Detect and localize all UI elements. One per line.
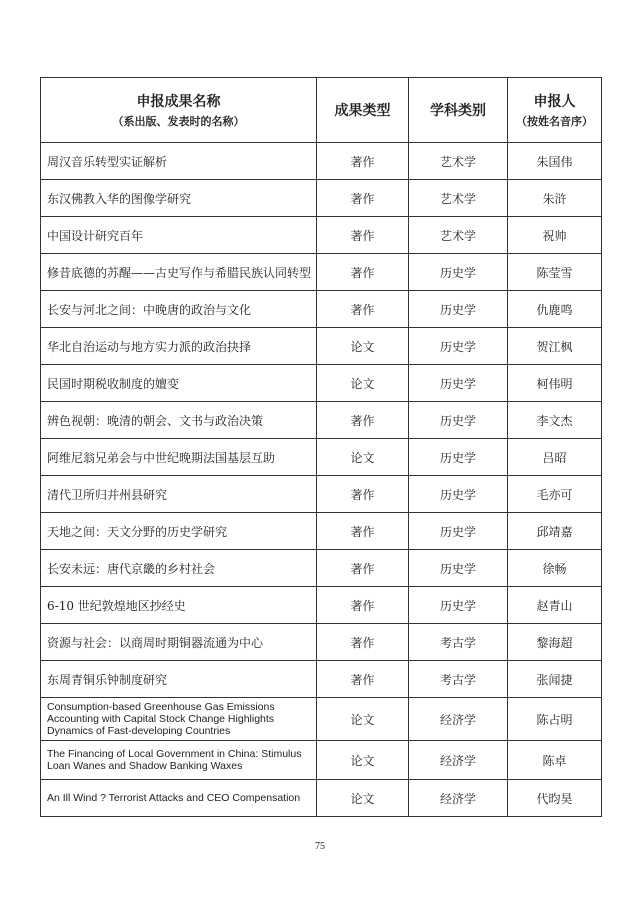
discipline-cell: 经济学 <box>409 698 508 741</box>
title-cell: 中国设计研究百年 <box>41 217 317 254</box>
table-row <box>41 513 602 550</box>
header-title-label: 申报成果名称 <box>136 94 221 110</box>
table-row <box>41 217 602 254</box>
type-cell: 著作 <box>317 402 409 439</box>
discipline-cell: 历史学 <box>409 365 508 402</box>
applicant-cell: 毛亦可 <box>508 476 602 513</box>
applicant-cell: 吕昭 <box>508 439 602 476</box>
page-number: 75 <box>315 841 325 852</box>
title-cell: 修昔底德的苏醒——古史写作与希腊民族认同转型 <box>41 254 317 291</box>
discipline-cell: 历史学 <box>409 328 508 365</box>
applicant-cell: 陈卓 <box>508 741 602 780</box>
title-cell: 长安未远：唐代京畿的乡村社会 <box>41 550 317 587</box>
applicant-cell: 陈占明 <box>508 698 602 741</box>
applicant-cell: 李文杰 <box>508 402 602 439</box>
discipline-cell: 历史学 <box>409 550 508 587</box>
title-cell: 长安与河北之间：中晚唐的政治与文化 <box>41 291 317 328</box>
type-cell: 著作 <box>317 550 409 587</box>
table-row <box>41 661 602 698</box>
applicant-cell: 贺江枫 <box>508 328 602 365</box>
title-cell: 清代卫所归并州县研究 <box>41 476 317 513</box>
discipline-cell: 经济学 <box>409 741 508 780</box>
achievements-table <box>40 77 602 817</box>
type-cell: 论文 <box>317 365 409 402</box>
title-cell: 阿维尼翁兄弟会与中世纪晚期法国基层互助 <box>41 439 317 476</box>
applicant-cell: 柯伟明 <box>508 365 602 402</box>
applicant-cell: 陈莹雪 <box>508 254 602 291</box>
header-applicant-label: 申报人 <box>533 94 576 110</box>
type-cell: 著作 <box>317 291 409 328</box>
type-cell: 著作 <box>317 513 409 550</box>
table-row <box>41 143 602 180</box>
header-applicant-sublabel: （按姓名音序） <box>516 115 593 128</box>
header-type-column: 成果类型 <box>317 78 409 143</box>
title-cell: The Financing of Local Government in China: Stimulus Loan Wanes and Shadow Banking Waxes <box>41 741 317 780</box>
discipline-cell: 艺术学 <box>409 180 508 217</box>
title-cell: 辨色视朝：晚清的朝会、文书与政治决策 <box>41 402 317 439</box>
type-cell: 著作 <box>317 254 409 291</box>
applicant-cell: 祝帅 <box>508 217 602 254</box>
applicant-cell: 仇鹿鸣 <box>508 291 602 328</box>
type-cell: 论文 <box>317 741 409 780</box>
table-row <box>41 476 602 513</box>
discipline-cell: 经济学 <box>409 780 508 817</box>
discipline-cell: 考古学 <box>409 624 508 661</box>
applicant-cell: 黎海超 <box>508 624 602 661</box>
type-cell: 著作 <box>317 476 409 513</box>
discipline-cell: 艺术学 <box>409 217 508 254</box>
type-cell: 论文 <box>317 698 409 741</box>
type-cell: 著作 <box>317 661 409 698</box>
table-row <box>41 402 602 439</box>
discipline-cell: 历史学 <box>409 476 508 513</box>
title-cell: 民国时期税收制度的嬗变 <box>41 365 317 402</box>
title-cell: 周汉音乐转型实证解析 <box>41 143 317 180</box>
title-cell: An Ill Wind ? Terrorist Attacks and CEO Compensation <box>41 780 317 817</box>
type-cell: 著作 <box>317 624 409 661</box>
header-discipline-column: 学科类别 <box>409 78 508 143</box>
discipline-cell: 考古学 <box>409 661 508 698</box>
discipline-cell: 历史学 <box>409 254 508 291</box>
applicant-cell: 赵青山 <box>508 587 602 624</box>
discipline-cell: 历史学 <box>409 439 508 476</box>
table-row <box>41 365 602 402</box>
discipline-cell: 艺术学 <box>409 143 508 180</box>
title-cell: 6-10 世纪敦煌地区抄经史 <box>41 587 317 624</box>
type-cell: 论文 <box>317 439 409 476</box>
title-cell: 天地之间：天文分野的历史学研究 <box>41 513 317 550</box>
title-cell: 资源与社会：以商周时期铜器流通为中心 <box>41 624 317 661</box>
header-title-column <box>41 78 317 143</box>
table-row <box>41 741 602 780</box>
type-cell: 著作 <box>317 180 409 217</box>
table-row <box>41 587 602 624</box>
table-row <box>41 254 602 291</box>
title-cell: Consumption-based Greenhouse Gas Emissions Accounting with Capital Stock Change Highlights Dynamics of Fast-developing Countries <box>41 698 317 741</box>
table-row <box>41 291 602 328</box>
discipline-cell: 历史学 <box>409 587 508 624</box>
type-cell: 论文 <box>317 780 409 817</box>
applicant-cell: 代昀昊 <box>508 780 602 817</box>
discipline-cell: 历史学 <box>409 513 508 550</box>
type-cell: 著作 <box>317 217 409 254</box>
table-row <box>41 550 602 587</box>
discipline-cell: 历史学 <box>409 291 508 328</box>
title-cell: 东汉佛教入华的图像学研究 <box>41 180 317 217</box>
table-row <box>41 328 602 365</box>
title-cell: 华北自治运动与地方实力派的政治抉择 <box>41 328 317 365</box>
type-cell: 著作 <box>317 143 409 180</box>
type-cell: 论文 <box>317 328 409 365</box>
table-row <box>41 780 602 817</box>
table-row <box>41 439 602 476</box>
discipline-cell: 历史学 <box>409 402 508 439</box>
table-row <box>41 698 602 741</box>
applicant-cell: 邱靖嘉 <box>508 513 602 550</box>
table-row <box>41 180 602 217</box>
table-header-row <box>41 78 602 143</box>
applicant-cell: 张闻捷 <box>508 661 602 698</box>
applicant-cell: 朱浒 <box>508 180 602 217</box>
type-cell: 著作 <box>317 587 409 624</box>
applicant-cell: 朱国伟 <box>508 143 602 180</box>
header-applicant-column <box>508 78 602 143</box>
title-cell: 东周青铜乐钟制度研究 <box>41 661 317 698</box>
table-row <box>41 624 602 661</box>
applicant-cell: 徐畅 <box>508 550 602 587</box>
header-title-sublabel: （系出版、发表时的名称） <box>112 115 245 128</box>
